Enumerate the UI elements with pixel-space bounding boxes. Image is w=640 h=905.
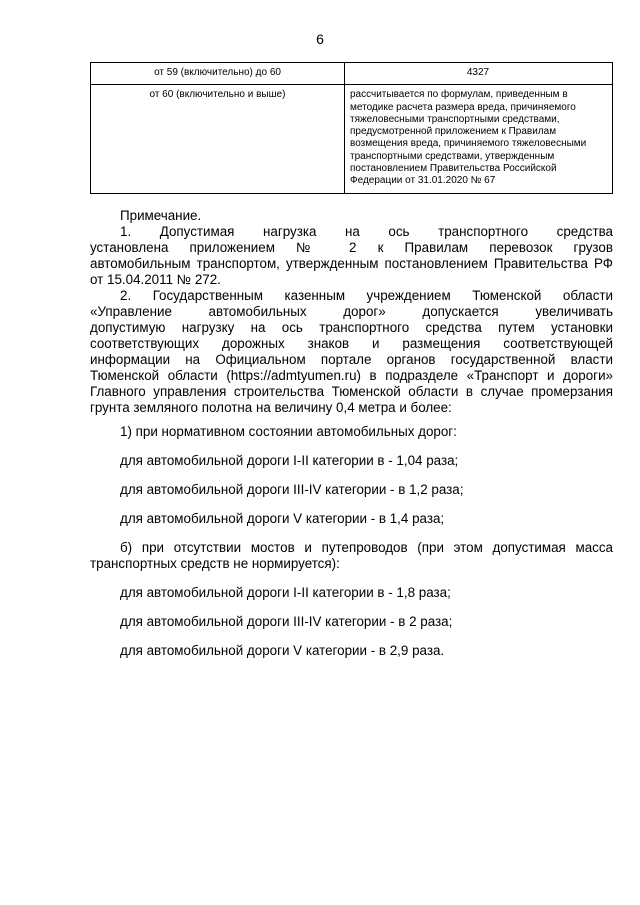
list-item: для автомобильной дороги V категории - в 2,9 раза. bbox=[120, 643, 445, 658]
case-1-heading: 1) при нормативном состоянии автомобильных дорог: bbox=[120, 424, 457, 439]
page-number: 6 bbox=[316, 31, 324, 47]
list-item: для автомобильной дороги V категории - в 1,4 раза; bbox=[120, 511, 445, 526]
note-1-text: автомобильным транспортом, утвержденным постановлением Правительства РФ от 15.04.2011 № 272. bbox=[90, 256, 613, 287]
list-item: для автомобильной дороги III-IV категории - в 1,2 раза; bbox=[120, 482, 464, 497]
table-cell-value: 4327 bbox=[345, 63, 613, 85]
weight-rate-table bbox=[90, 62, 613, 194]
list-item: для автомобильной дороги I-II категории в - 1,8 раза; bbox=[120, 585, 451, 600]
table-cell-range: от 59 (включительно) до 60 bbox=[91, 63, 345, 85]
notes-heading: Примечание. bbox=[120, 208, 202, 223]
note-1-line: установлена приложением № 2 к Правилам перевозок грузов bbox=[90, 240, 613, 255]
note-2-line: допустимую нагрузку на ось транспортного средства путем установки bbox=[90, 320, 613, 335]
note-2-line: «Управление автомобильных дорог» допускается увеличивать bbox=[90, 304, 613, 319]
note-2-line: информации на Официальном портале органов государственной власти bbox=[90, 352, 613, 367]
case-2-text: б) при отсутствии мостов и путепроводов (при этом допустимая масса транспортных средств не нормируется): bbox=[90, 540, 613, 571]
table-cell-range: от 60 (включительно и выше) bbox=[91, 85, 345, 193]
notes-section bbox=[90, 208, 613, 659]
table-row bbox=[91, 63, 613, 85]
note-2-text: Тюменской области (https://admtyumen.ru) в подразделе «Транспорт и дороги» Главного управления строительства Тюменской области в случае промерзания грунта земляного полотна на величину 0,4 метра и более: bbox=[90, 368, 613, 415]
note-2-line: соответствующих дорожных знаков и размещения соответствующей bbox=[90, 336, 613, 351]
table-cell-value: рассчитывается по формулам, приведенным в методике расчета размера вреда, причиняемого тяжеловесными транспортными средствами, предусмотренной приложением к Правилам возмещения вреда, причиняемого тяжеловесными транспортными средствами, утвержденным постановлением Правительства Российской Федерации от 31.01.2020 № 67 bbox=[345, 85, 613, 193]
note-2-line: 2. Государственным казенным учреждением Тюменской области bbox=[120, 288, 613, 303]
list-item: для автомобильной дороги I-II категории в - 1,04 раза; bbox=[120, 453, 459, 468]
note-1-line: 1. Допустимая нагрузка на ось транспортного средства bbox=[120, 224, 613, 239]
list-item: для автомобильной дороги III-IV категории - в 2 раза; bbox=[120, 614, 453, 629]
table-row bbox=[91, 85, 613, 193]
